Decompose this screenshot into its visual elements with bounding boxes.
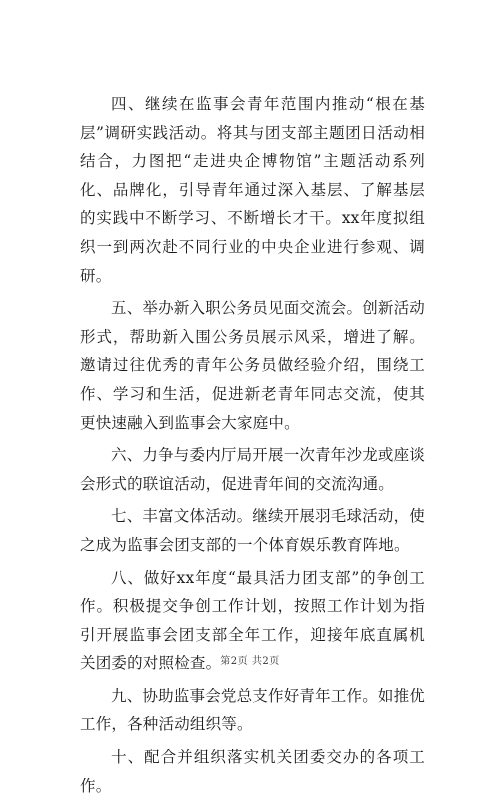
- document-body: [80, 90, 425, 804]
- paragraph-item-7: 七、丰富文体活动。继续开展羽毛球活动，使之成为监事会团支部的一个体育娱乐教育阵地。: [80, 507, 426, 554]
- paragraph-item-6: 六、力争与委内厅局开展一次青年沙龙或座谈会形式的联谊活动，促进青年间的交流沟通。: [80, 446, 426, 493]
- paragraph-item-10: 十、配合并组织落实机关团委交办的各项工作。: [80, 748, 425, 795]
- paragraph-item-8: 八、做好xx年度“最具活力团支部”的争创工作。积极提交争创工作计划，按照工作计划为指引开展监事会团支部全年工作，迎接年底直属机关团委的对照检查。: [80, 568, 425, 673]
- paragraph-item-5: 五、举办新入职公务员见面交流会。创新活动形式，帮助新入围公务员展示风采，增进了解。邀请过往优秀的青年公务员做经验介绍，围绕工作、学习和生活，促进新老青年同志交流，使其更快速融入到监事会大家庭中。: [80, 299, 426, 432]
- paragraph-item-9: 九、协助监事会党总支作好青年工作。如推优工作，各种活动组织等。: [80, 686, 426, 734]
- paragraph-item-4: 四、继续在监事会青年范围内推动“根在基层”调研实践活动。将其与团支部主题团日活动相结合，力图把“走进央企博物馆”主题活动系列化、品牌化，引导青年通过深入基层、了解基层的实践中不断学习、不断增长才干。xx年度拟组织一到两次赴不同行业的中央企业进行参观、调研。: [80, 95, 425, 285]
- page-number-footer: 第2页 共2页: [220, 656, 280, 667]
